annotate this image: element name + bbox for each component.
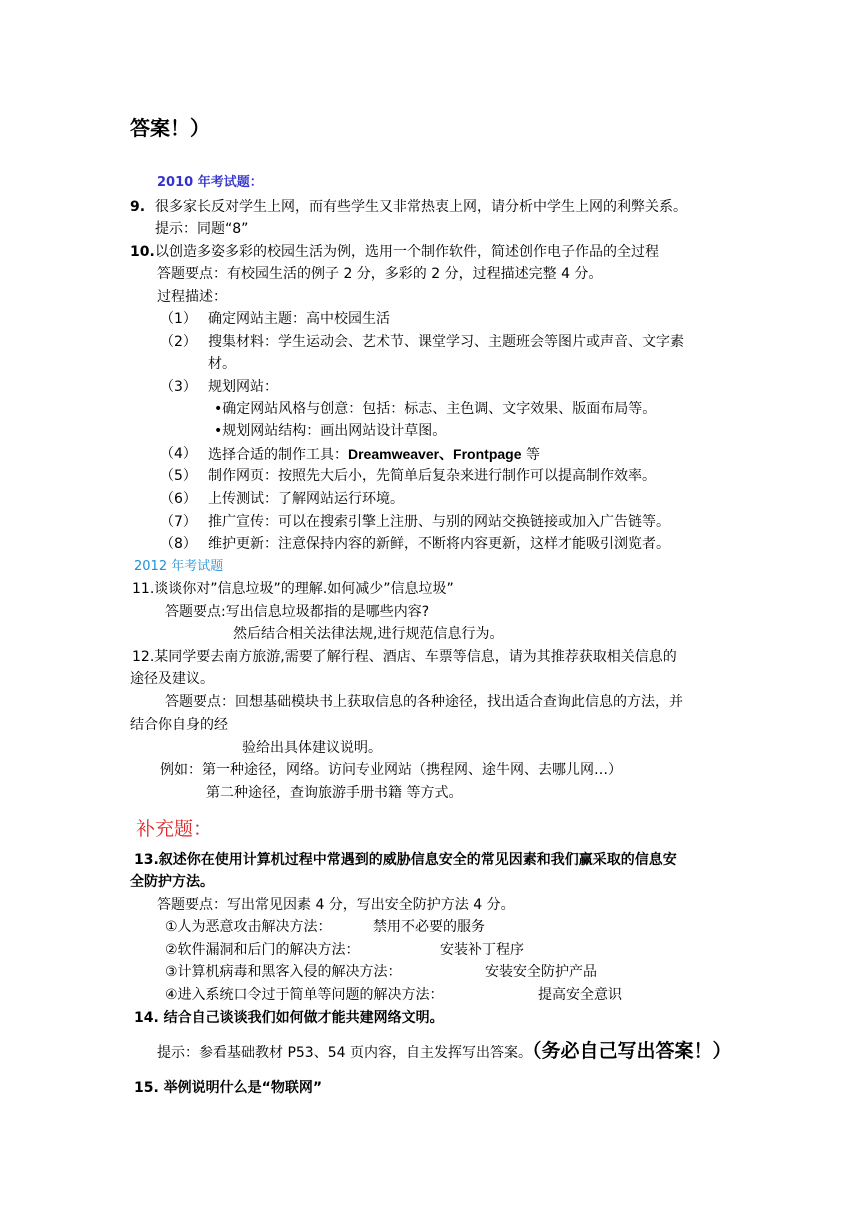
step-text: 维护更新：注意保持内容的新鲜，不断将内容更新，这样才能吸引浏览者。: [208, 536, 670, 552]
factor-label: ①人为恶意攻击解决方法：: [165, 919, 332, 935]
question-12-example: 第二种途径，查询旅游手册书籍 等方式。: [206, 785, 463, 801]
step-number: （4）: [160, 446, 197, 462]
top-answer-fragment: 答案！）: [130, 116, 210, 140]
question-12-example: 例如：第一种途径，网络。访问专业网站（携程网、途牛网、去哪儿网…）: [160, 762, 622, 778]
question-15: 15. 举例说明什么是“物联网”: [134, 1080, 323, 1096]
factor-answer: 提高安全意识: [538, 987, 622, 1003]
question-11-scoring-continued: 然后结合相关法律法规,进行规范信息行为。: [233, 626, 504, 642]
question-11-scoring: 答题要点:写出信息垃圾都指的是哪些内容?: [165, 604, 430, 620]
question-12: 12.某同学要去南方旅游,需要了解行程、酒店、车票等信息，请为其推荐获取相关信息的: [132, 649, 677, 665]
question-14-hint: [157, 1042, 732, 1062]
step-number: （3）: [160, 379, 197, 395]
question-9-hint: 提示：同题“8”: [155, 221, 249, 237]
step-text: 制作网页：按照先大后小，先简单后复杂来进行制作可以提高制作效率。: [208, 468, 656, 484]
question-11: 11.谈谈你对”信息垃圾”的理解.如何减少”信息垃圾”: [132, 581, 454, 597]
step-number: （6）: [160, 491, 197, 507]
step-number: （2）: [160, 334, 197, 350]
process-label: 过程描述：: [157, 289, 227, 305]
factor-label: ④进入系统口令过于简单等问题的解决方法：: [165, 987, 444, 1003]
question-10-scoring: 答题要点：有校园生活的例子 2 分，多彩的 2 分，过程描述完整 4 分。: [157, 266, 603, 282]
question-13-continued: 全防护方法。: [130, 874, 214, 890]
question-12-scoring-continued: 验给出具体建议说明。: [242, 740, 382, 756]
question-10-text: 以创造多姿多彩的校园生活为例，选用一个制作软件，简述创作电子作品的全过程: [155, 244, 659, 260]
section-heading-2010: 2010 年考试题：: [157, 175, 263, 190]
question-12-continued: 途径及建议。: [130, 671, 214, 687]
factor-answer: 禁用不必要的服务: [373, 919, 485, 935]
step-text: [208, 445, 540, 464]
question-12-scoring-continued: 结合你自身的经: [130, 717, 228, 733]
tool-names: Dreamweaver、Frontpage: [348, 446, 522, 462]
step-text: 确定网站主题：高中校园生活: [208, 311, 390, 327]
factor-answer: 安装安全防护产品: [485, 964, 597, 980]
step-text-continued: 材。: [208, 356, 236, 372]
sub-bullet: •规划网站结构：画出网站设计草图。: [214, 423, 447, 439]
step-number: （1）: [160, 311, 197, 327]
question-13-scoring: 答题要点：写出常见因素 4 分，写出安全防护方法 4 分。: [157, 897, 515, 913]
question-14: 14. 结合自己谈谈我们如何做才能共建网络文明。: [134, 1010, 444, 1026]
sub-bullet: •确定网站风格与创意：包括：标志、主色调、文字效果、版面布局等。: [214, 401, 657, 417]
step-number: （5）: [160, 468, 197, 484]
question-10-number: 10.: [130, 244, 155, 260]
step-text: 推广宣传：可以在搜索引擎上注册、与别的网站交换链接或加入广告链等。: [208, 514, 670, 530]
question-9-text: 很多家长反对学生上网，而有些学生又非常热衷上网，请分析中学生上网的利弊关系。: [155, 199, 687, 215]
step-text: 上传测试：了解网站运行环境。: [208, 491, 404, 507]
step-text: 搜集材料：学生运动会、艺术节、课堂学习、主题班会等图片或声音、文字素: [208, 334, 684, 350]
question-13: 13.叙述你在使用计算机过程中常遇到的威胁信息安全的常见因素和我们赢采取的信息安: [134, 852, 677, 868]
factor-label: ③计算机病毒和黑客入侵的解决方法：: [165, 964, 402, 980]
step-number: （8）: [160, 536, 197, 552]
factor-label: ②软件漏洞和后门的解决方法：: [165, 942, 360, 958]
factor-answer: 安装补丁程序: [440, 942, 524, 958]
step-text: 规划网站：: [208, 379, 278, 395]
question-9-number: 9.: [130, 199, 146, 215]
hint-emphasis: （务必自己写出答案！）: [531, 1040, 732, 1062]
section-heading-supplement: 补充题：: [136, 818, 213, 840]
section-heading-2012: 2012 年考试题: [134, 559, 224, 574]
step-text-after: 等: [521, 447, 540, 463]
step-number: （7）: [160, 514, 197, 530]
question-12-scoring: 答题要点：回想基础模块书上获取信息的各种途径，找出适合查询此信息的方法，并: [165, 694, 683, 710]
step-text-main: 选择合适的制作工具：: [208, 447, 348, 463]
hint-text: 提示：参看基础教材 P53、54 页内容，自主发挥写出答案。: [157, 1045, 532, 1061]
